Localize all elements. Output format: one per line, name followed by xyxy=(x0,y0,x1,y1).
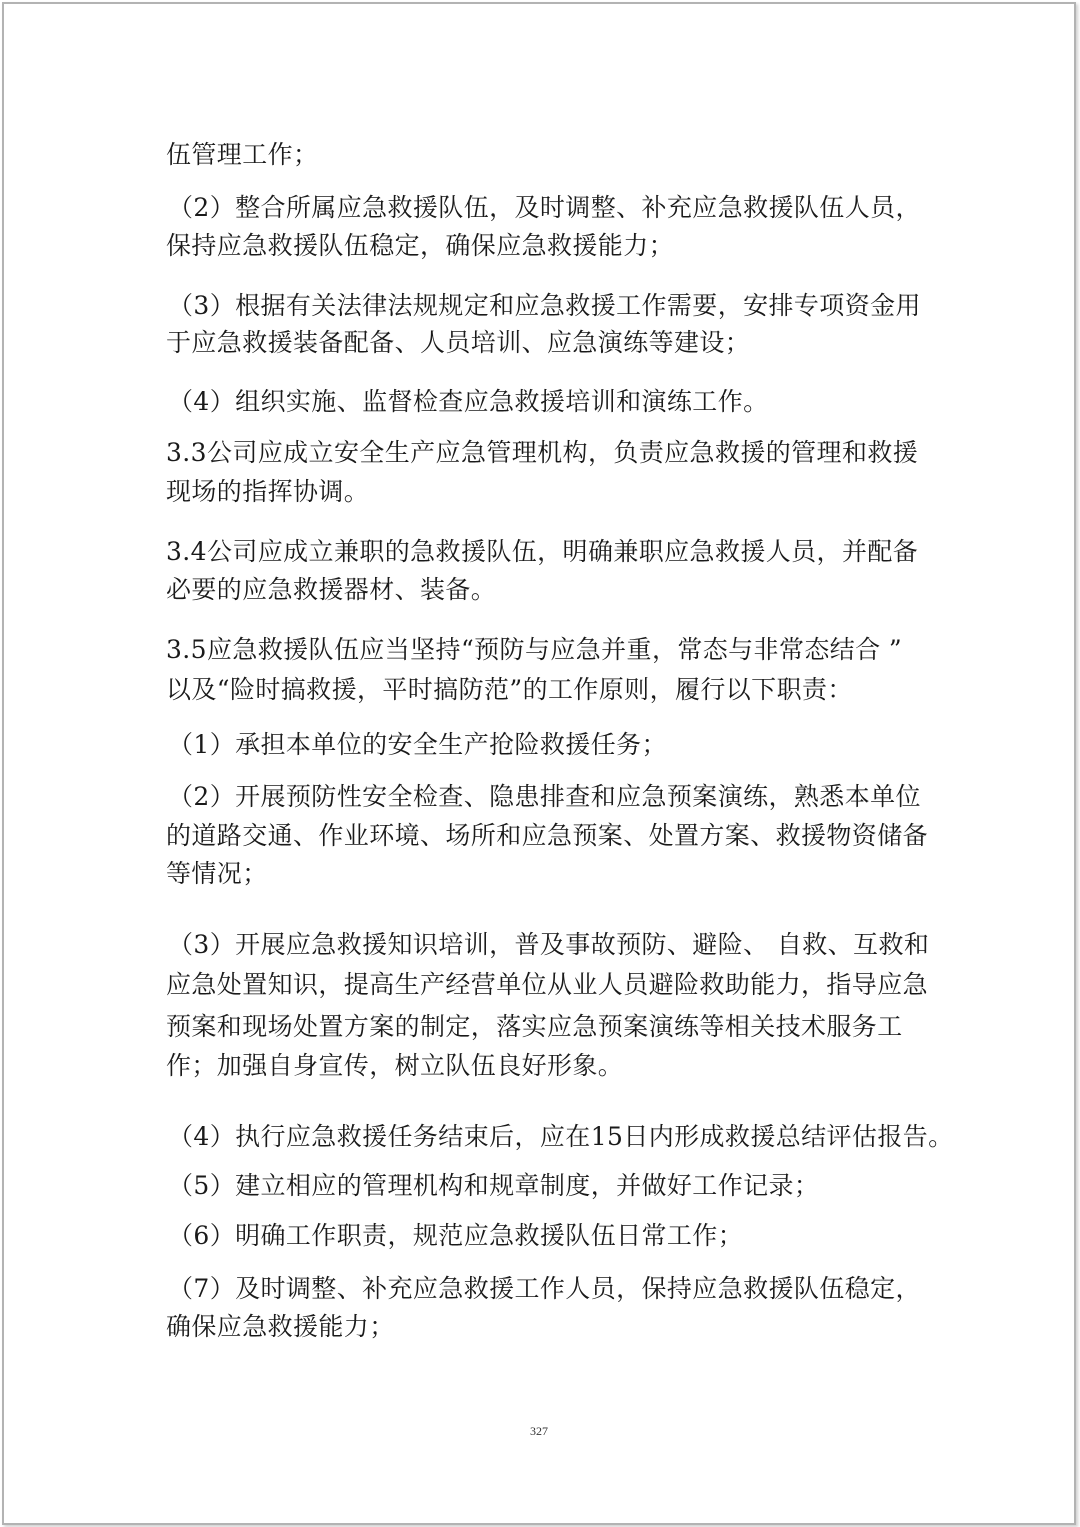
text-line: 预案和现场处置方案的制定，落实应急预案演练等相关技术服务工 xyxy=(166,1012,903,1041)
text-line: 3.5应急救援队伍应当坚持“预防与应急并重，常态与非常态结合 ” xyxy=(166,635,903,664)
text-line: 应急处置知识，提高生产经营单位从业人员避险救助能力，指导应急 xyxy=(166,970,929,999)
text-line: 必要的应急救援器材、装备。 xyxy=(166,575,497,604)
text-line: 以及“险时搞救援，平时搞防范”的工作原则，履行以下职责： xyxy=(166,675,853,704)
text-line: 3.3公司应成立安全生产应急管理机构，负责应急救援的管理和救援 xyxy=(166,438,919,467)
text-line: 保持应急救援队伍稳定，确保应急救援能力； xyxy=(166,231,675,260)
text-line: 确保应急救援能力； xyxy=(166,1312,395,1341)
text-line: 于应急救援装备配备、人员培训、应急演练等建设； xyxy=(166,328,751,357)
text-line: （4）执行应急救援任务结束后，应在15日内形成救援总结评估报告。 xyxy=(168,1122,954,1151)
text-line: （3）开展应急救援知识培训，普及事故预防、避险、 自救、互救和 xyxy=(168,930,930,959)
text-line: 等情况； xyxy=(166,859,268,888)
document-page xyxy=(2,2,1076,1525)
text-line: 现场的指挥协调。 xyxy=(166,477,370,506)
text-line: （4）组织实施、监督检查应急救援培训和演练工作。 xyxy=(168,387,769,416)
text-line: （5）建立相应的管理机构和规章制度，并做好工作记录； xyxy=(168,1171,820,1200)
text-line: （2）开展预防性安全检查、隐患排查和应急预案演练，熟悉本单位 xyxy=(168,782,921,811)
text-line: 伍管理工作； xyxy=(166,140,319,169)
text-line: 3.4公司应成立兼职的急救援队伍，明确兼职应急救援人员，并配备 xyxy=(166,537,919,566)
page-number: 327 xyxy=(530,1424,548,1438)
text-line: （2）整合所属应急救援队伍，及时调整、补充应急救援队伍人员， xyxy=(168,193,921,222)
text-line: （7）及时调整、补充应急救援工作人员，保持应急救援队伍稳定， xyxy=(168,1274,921,1303)
text-line: （1）承担本单位的安全生产抢险救援任务； xyxy=(168,730,667,759)
text-line: （3）根据有关法律法规规定和应急救援工作需要，安排专项资金用 xyxy=(168,291,921,320)
text-line: 作；加强自身宣传，树立队伍良好形象。 xyxy=(166,1051,624,1080)
text-line: （6）明确工作职责，规范应急救援队伍日常工作； xyxy=(168,1221,744,1250)
text-line: 的道路交通、作业环境、场所和应急预案、处置方案、救援物资储备 xyxy=(166,821,929,850)
